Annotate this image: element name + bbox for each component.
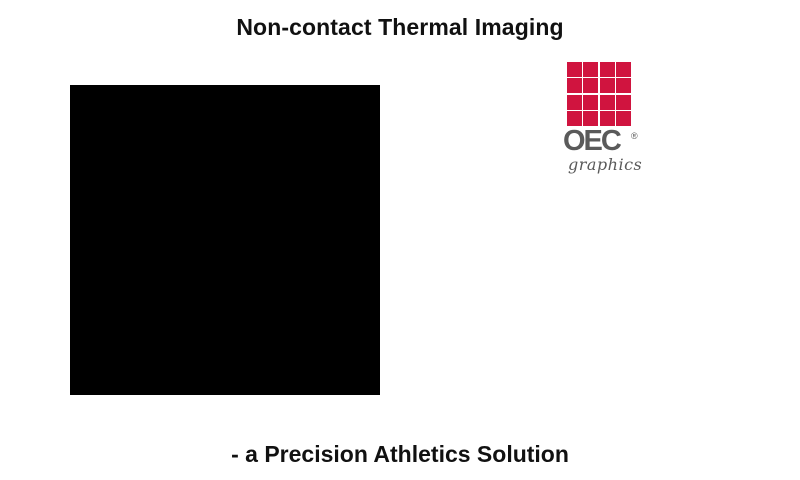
logo-registered-mark: ®: [631, 131, 638, 141]
page-title: Non-contact Thermal Imaging: [236, 14, 564, 40]
logo-grid-cell: [583, 78, 598, 93]
logo-grid-cell: [600, 78, 615, 93]
thermal-camera-feed: [70, 85, 380, 395]
logo-grid-cell: [583, 95, 598, 110]
tagline: - a Precision Athletics Solution: [231, 441, 569, 467]
logo-grid-cell: [616, 62, 631, 77]
logo-grid-cell: [616, 78, 631, 93]
oec-graphics-logo: [562, 62, 643, 178]
logo-grid-cell: [567, 95, 582, 110]
logo-grid-cell: [616, 95, 631, 110]
logo-grid-cell: [567, 78, 582, 93]
logo-grid-cell: [600, 111, 615, 126]
logo-grid-cell: [616, 111, 631, 126]
logo-grid-cell: [583, 111, 598, 126]
logo-grid-cell: [600, 95, 615, 110]
logo-wordmark: OEC: [563, 125, 620, 157]
logo-grid-cell: [600, 62, 615, 77]
logo-grid-cell: [583, 62, 598, 77]
logo-grid-icon: [567, 62, 631, 126]
logo-grid-cell: [567, 62, 582, 77]
logo-grid-cell: [567, 111, 582, 126]
logo-subtitle: graphics: [568, 155, 643, 174]
